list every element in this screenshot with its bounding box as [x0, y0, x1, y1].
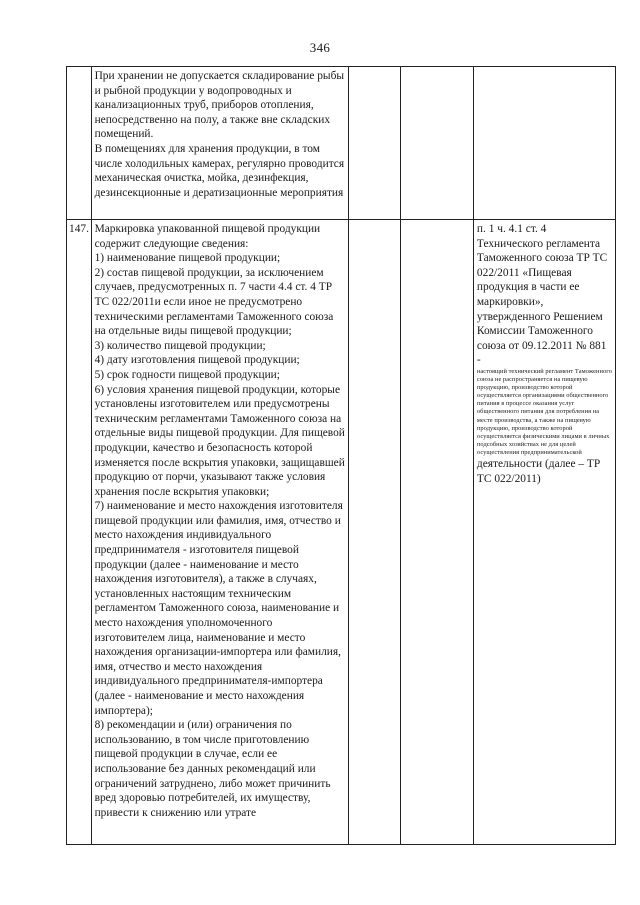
requirement-paragraph: 7) наименование и место нахождения изготовителя пищевой продукции или фамилия, имя, отчество и место нахождения индивидуального предпринимателя - изготовителя пищевой продукции (далее - наименование и место нахождения изготовителя), а также в случаях, установленных настоящим техническим регламентом Таможенного союза, наименование и место нахождения уполномоченного изготовителем лица, наименование и место нахождения организации-импортера или фамилия, имя, отчество и место нахождения индивидуального предпринимателя-импортера (далее - наименование и место нахождения импортера);	[94, 500, 343, 717]
reference-tail: деятельности (далее – ТР ТС 022/2011)	[476, 457, 601, 485]
page-number: 346	[309, 40, 331, 55]
empty-cell	[401, 220, 474, 845]
reference-cell	[473, 220, 615, 845]
requirement-paragraph: 5) срок годности пищевой продукции;	[94, 368, 280, 381]
reference-text: п. 1 ч. 4.1 ст. 4 Технического регламента Таможенного союза ТР ТС 022/2011 «Пищевая продукция в части ее маркировки», утвержденного Решением Комиссии Таможенного союза от 09.12.2011 № 881 -	[476, 223, 608, 367]
table-row	[67, 220, 616, 845]
requirement-paragraph: 3) количество пищевой продукции;	[94, 339, 266, 352]
requirement-paragraph: Маркировка упакованной пищевой продукции содержит следующие сведения:	[94, 223, 321, 250]
row-number: 147.	[67, 220, 92, 845]
requirement-cell	[91, 220, 348, 845]
requirement-paragraph: 2) состав пищевой продукции, за исключением случаев, предусмотренных п. 7 части 4.4 ст. 4 ТР ТС 022/2011и если иное не предусмотрено техническими регламентами Таможенного союза на отдельные виды пищевой продукции;	[94, 266, 334, 338]
reference-cell	[473, 67, 615, 220]
requirement-cell	[91, 67, 348, 220]
empty-cell	[348, 67, 400, 220]
requirement-paragraph: 4) дату изготовления пищевой продукции;	[94, 354, 300, 367]
requirement-paragraph: 6) условия хранения пищевой продукции, которые установлены изготовителем или предусмотрены техническим регламентами Таможенного союза на отдельные виды пищевой продукции. Для пищевой продукции, качество и безопасность которой изменяется после вскрытия упаковки, защищавшей продукцию от порчи, указывают также условия хранения после вскрытия упаковки;	[94, 383, 345, 498]
requirement-paragraph: В помещениях для хранения продукции, в том числе холодильных камерах, регулярно проводится механическая очистка, мойка, дезинфекция, дезинсекционные и дератизационные мероприятия	[94, 142, 345, 199]
requirement-paragraph: При хранении не допускается складирование рыбы и рыбной продукции у водопроводных и канализационных труб, приборов отопления, непосредственно на полу, а также вне складских помещений.	[94, 70, 345, 141]
reference-footnote: настоящий технический регламент Таможенного союза не распространяется на пищевую продукцию, производство которой осуществляется организациями общественного питания в процессе оказания услуг общественного питания для потребления на месте производства, а также на пищевую продукцию, производство которой осуществляется физическими лицами в личных подсобных хозяйствах не для целей осуществления предпринимательской	[476, 367, 612, 456]
requirement-paragraph: 1) наименование пищевой продукции;	[94, 252, 281, 265]
table-row	[67, 67, 616, 220]
empty-cell	[348, 220, 400, 845]
requirement-paragraph: 8) рекомендации и (или) ограничения по использованию, в том числе приготовлению пищевой продукции в случае, если ее использование без данных рекомендаций или ограничений затруднено, либо может причинить вред здоровью потребителей, их имуществу, привести к снижению или утрате	[94, 719, 331, 819]
empty-cell	[401, 67, 474, 220]
requirements-table	[66, 66, 616, 845]
row-number	[67, 67, 92, 220]
